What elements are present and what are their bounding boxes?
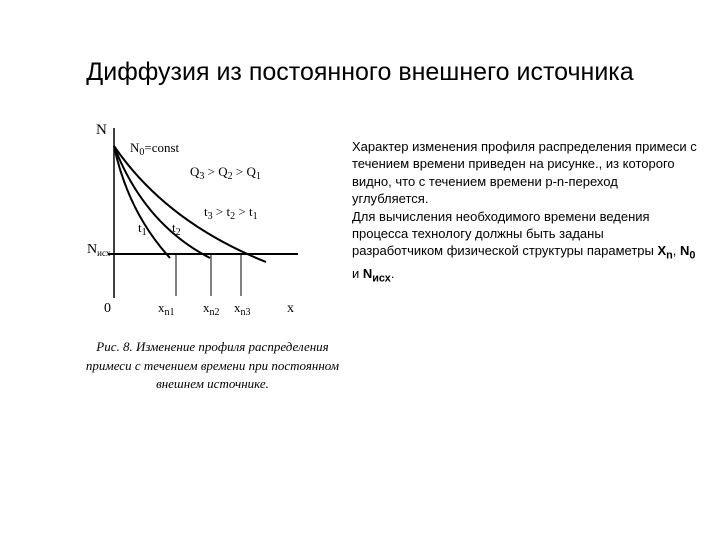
axis-x-label: x bbox=[287, 301, 294, 316]
n0-const-label: $N_0=const$ bbox=[130, 140, 180, 158]
description-text bbox=[352, 138, 697, 288]
curve-t2-label: $t_2$ bbox=[172, 220, 181, 238]
axis-y-label: N bbox=[96, 122, 107, 138]
curve-t2 bbox=[114, 146, 210, 258]
nisx-label: $N_{исх}$ bbox=[87, 242, 111, 258]
origin-label: 0 bbox=[104, 301, 111, 316]
slide-title: Диффузия из постоянного внешнего источника bbox=[86, 58, 634, 86]
xn3-label: $x_{n3}$ bbox=[234, 300, 251, 318]
q-relation-label: $Q_3 > Q_2 > Q_1$ bbox=[190, 164, 261, 182]
description-paragraph-1: Характер изменения профиля распределения примеси с течением времени приведен на рисунке., из которого видно, что с течением времени p-n-переход углубляется. bbox=[352, 139, 697, 207]
t-relation-label: $t_3 > t_2 > t_1$ bbox=[204, 204, 258, 222]
curve-t1-label: $t_1$ bbox=[138, 220, 147, 238]
figure-caption: Рис. 8. Изменение профиля распределения примеси с течением времени при постоянном внешнем источнике. bbox=[85, 339, 340, 391]
xn1-label: $x_{n1}$ bbox=[158, 300, 175, 318]
param-xn: $X_n$ bbox=[657, 243, 673, 263]
curve-t1 bbox=[114, 146, 170, 258]
param-nisx: $N_{исх}$ bbox=[362, 266, 391, 286]
description-paragraph-2: Для вычисления необходимого времени ведения процесса технологу должны быть заданы разработчиком физической структуры параметры $X_n$, $N_0$ и $N_{исх}$. bbox=[352, 208, 696, 286]
xn2-label: $x_{n2}$ bbox=[203, 300, 220, 318]
param-n0: $N_0$ bbox=[680, 243, 696, 263]
